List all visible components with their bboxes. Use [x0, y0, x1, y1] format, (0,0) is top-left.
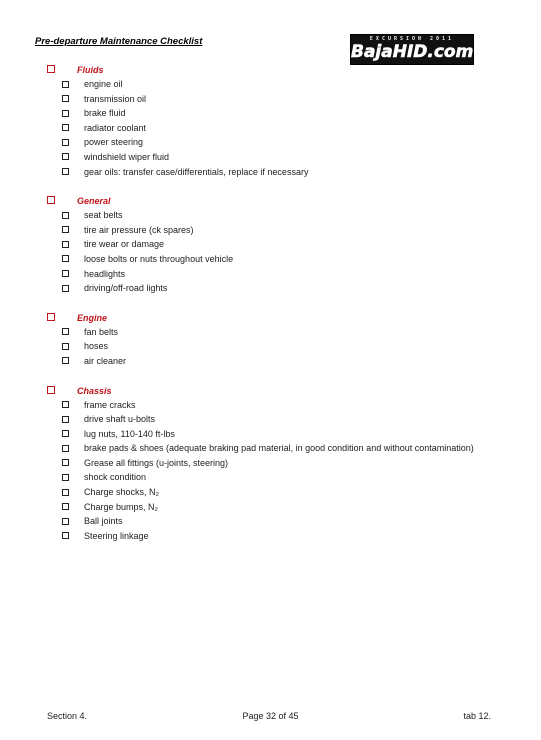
item-label: radiator coolant: [84, 122, 147, 133]
checklist-item: [47, 106, 507, 121]
checklist-item: [47, 470, 507, 485]
bajahid-logo: [350, 34, 474, 65]
item-label: transmission oil: [84, 93, 147, 104]
item-checkbox[interactable]: [62, 153, 69, 160]
item-label: fan belts: [84, 326, 119, 337]
item-checkbox[interactable]: [62, 285, 69, 292]
item-checkbox[interactable]: [62, 212, 69, 219]
checklist-item: [47, 77, 507, 92]
checklist-item: [47, 150, 507, 165]
section-label: Fluids: [77, 65, 104, 75]
section-checkbox[interactable]: [47, 196, 55, 204]
item-label: shock condition: [84, 472, 147, 483]
item-checkbox[interactable]: [62, 416, 69, 423]
item-checkbox[interactable]: [62, 270, 69, 277]
checklist-item: [47, 485, 507, 500]
checklist-item: [47, 237, 507, 252]
item-label: Steering linkage: [84, 530, 149, 541]
item-label: engine oil: [84, 79, 123, 89]
page-title: Pre-departure Maintenance Checklist: [35, 36, 203, 47]
item-label: brake fluid: [84, 108, 126, 119]
item-checkbox[interactable]: [62, 241, 69, 248]
item-label: gear oils: transfer case/differentials, replace if necessary: [84, 166, 309, 177]
item-label: Grease all fittings (u-joints, steering): [84, 457, 229, 468]
item-label: lug nuts, 110-140 ft-lbs: [84, 428, 175, 439]
checklist-item: [47, 267, 507, 282]
item-label: frame cracks: [84, 399, 136, 410]
item-label: Charge shocks, N₂: [84, 487, 160, 498]
footer-section: Section 4.: [47, 711, 88, 721]
section-header: [47, 193, 507, 208]
item-label: power steering: [84, 137, 144, 148]
item-checkbox[interactable]: [62, 401, 69, 408]
section-general: [47, 193, 507, 296]
section-label: Engine: [77, 312, 108, 323]
item-checkbox[interactable]: [62, 474, 69, 481]
item-checkbox[interactable]: [62, 328, 69, 335]
checklist-item: [47, 412, 507, 427]
item-checkbox[interactable]: [62, 343, 69, 350]
item-checkbox[interactable]: [62, 459, 69, 466]
item-label: windshield wiper fluid: [84, 151, 170, 162]
item-label: brake pads & shoes (adequate braking pad material, in good condition and without contamination): [84, 443, 474, 454]
section-header: [47, 310, 507, 325]
checklist: [47, 62, 507, 557]
checklist-item: [47, 398, 507, 413]
checklist-item: [47, 325, 507, 340]
checklist-item: [47, 514, 507, 529]
item-label: hoses: [84, 341, 109, 352]
logo-subtitle: EXCURSION 2011: [369, 36, 455, 42]
checklist-item: [47, 529, 507, 544]
section-chassis: [47, 383, 507, 544]
checklist-item: [47, 165, 507, 180]
checklist-item: [47, 427, 507, 442]
item-checkbox[interactable]: [62, 95, 69, 102]
item-checkbox[interactable]: [62, 255, 69, 262]
checklist-item: [47, 252, 507, 267]
checklist-item: [47, 354, 507, 369]
checklist-item: [47, 135, 507, 150]
item-checkbox[interactable]: [62, 226, 69, 233]
section-label: General: [77, 196, 111, 207]
item-label: Ball joints: [84, 516, 123, 527]
item-label: drive shaft u-bolts: [84, 414, 156, 425]
item-checkbox[interactable]: [62, 503, 69, 510]
item-label: driving/off-road lights: [84, 283, 168, 294]
section-label: Chassis: [77, 385, 112, 396]
item-checkbox[interactable]: [62, 81, 69, 88]
item-checkbox[interactable]: [62, 110, 69, 117]
item-label: air cleaner: [84, 355, 127, 366]
item-checkbox[interactable]: [62, 445, 69, 452]
checklist-item: [47, 223, 507, 238]
section-header: [47, 383, 507, 398]
section-checkbox[interactable]: [47, 313, 55, 321]
item-checkbox[interactable]: [62, 168, 69, 175]
item-checkbox[interactable]: [62, 518, 69, 525]
section-engine: [47, 310, 507, 369]
checklist-item: [47, 92, 507, 107]
logo-wordmark: BajaHID.com: [351, 42, 474, 62]
checklist-item: [47, 500, 507, 515]
checklist-item: [47, 281, 507, 296]
checklist-item: [47, 208, 507, 223]
item-label: headlights: [84, 268, 126, 279]
checklist-item: [47, 121, 507, 136]
section-checkbox[interactable]: [47, 386, 55, 394]
item-label: Charge bumps, N₂: [84, 501, 159, 512]
item-checkbox[interactable]: [62, 430, 69, 437]
footer-tab: tab 12.: [463, 711, 491, 721]
checklist-item: [47, 339, 507, 354]
section-checkbox[interactable]: [47, 65, 55, 73]
item-checkbox[interactable]: [62, 357, 69, 364]
item-label: loose bolts or nuts throughout vehicle: [84, 253, 234, 264]
item-label: tire air pressure (ck spares): [84, 224, 194, 235]
item-label: seat belts: [84, 210, 123, 221]
section-header: [47, 62, 507, 77]
checklist-item: [47, 441, 507, 456]
item-checkbox[interactable]: [62, 139, 69, 146]
item-checkbox[interactable]: [62, 489, 69, 496]
section-fluids: [47, 62, 507, 179]
footer-page-number: Page 32 of 45: [242, 711, 299, 721]
item-label: tire wear or damage: [84, 239, 165, 250]
item-checkbox[interactable]: [62, 124, 69, 131]
item-checkbox[interactable]: [62, 532, 69, 539]
checklist-item: [47, 456, 507, 471]
